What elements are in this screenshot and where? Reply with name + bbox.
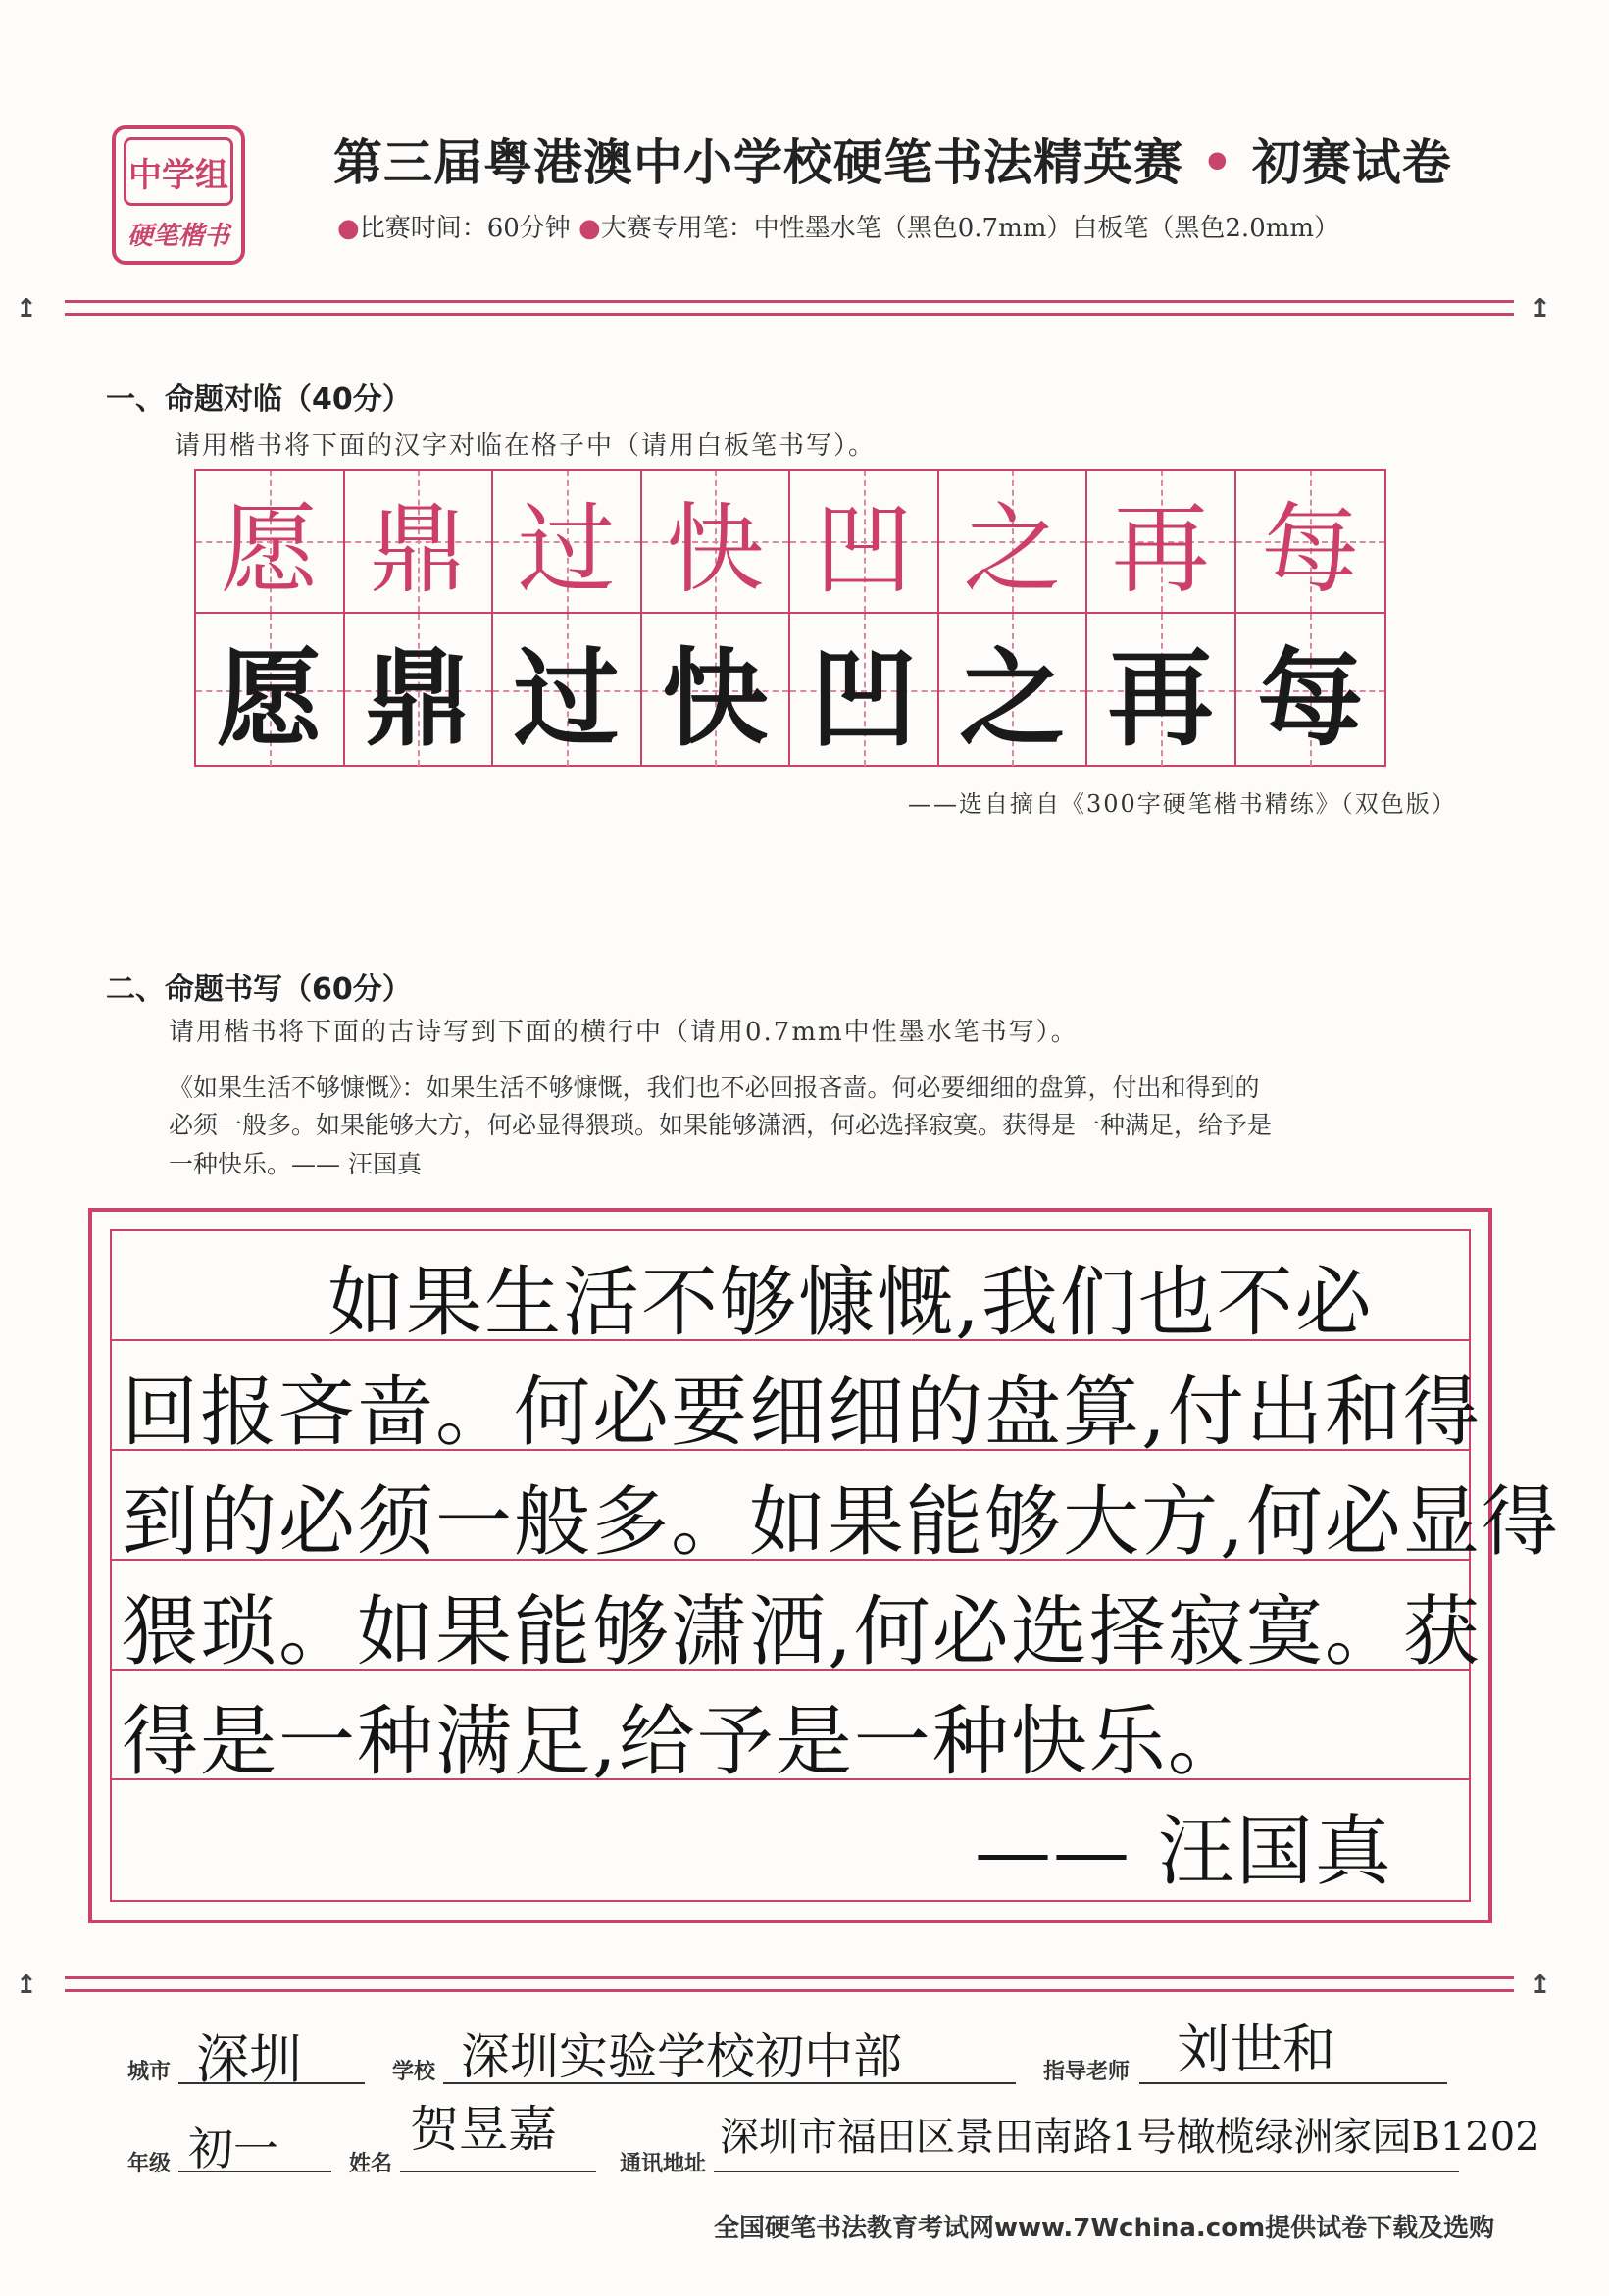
teacher-underline [1139,2082,1447,2084]
model-char-cell [939,471,1088,614]
model-char-cell [642,471,791,614]
bullet-icon: ● [337,214,360,243]
school-label: 学校 [392,2060,436,2084]
spiral-ornament-icon: ↥ [16,1971,37,2000]
school-underline [443,2082,1016,2084]
written-char-cell [196,614,345,766]
model-char-cell [790,471,939,614]
city-underline [178,2082,365,2084]
title-sub: 初赛试卷 [1251,134,1452,191]
name-underline [400,2171,596,2172]
bullet-icon: ● [578,214,601,243]
model-char-cell [1236,471,1385,614]
written-char: 快 [662,637,769,761]
model-char-cell [1087,471,1236,614]
poem-text-line: 一种快乐。—— 汪国真 [169,1150,422,1178]
writing-box-inner [110,1229,1560,1902]
model-char-cell [493,471,642,614]
name-value: 贺昱嘉 [410,2101,557,2158]
page-title [333,124,1452,194]
exam-pens: 大赛专用笔：中性墨水笔（黑色0.7mm）白板笔（黑色2.0mm） [600,214,1340,243]
teacher-value: 刘世和 [1177,2019,1335,2080]
city-label: 城市 [127,2060,172,2084]
teacher-label: 指导老师 [1043,2060,1131,2084]
address-underline [714,2171,1459,2172]
spiral-ornament-icon: ↥ [1530,1971,1551,2000]
section2-instruction: 请用楷书将下面的古诗写到下面的横行中（请用0.7mm中性墨水笔书写）。 [169,1018,1079,1047]
written-char: 愿 [216,637,323,761]
written-char-cell [642,614,791,766]
written-char: 再 [1107,637,1214,761]
handwritten-line: 得是一种满足,给予是一种快乐。 [122,1698,1246,1786]
handwritten-line: 回报吝啬。何必要细细的盘算,付出和得 [122,1369,1482,1457]
handwritten-line: 到的必须一般多。如果能够大方,何必显得 [122,1478,1560,1567]
name-label: 姓名 [349,2152,393,2176]
address-value: 深圳市福田区景田南路1号橄榄绿洲家园B1202 [720,2115,1540,2160]
model-source: ——选自摘自《300字硬笔楷书精练》（双色版） [908,790,1457,818]
model-char: 之 [963,492,1062,607]
footer-note: 全国硬笔书法教育考试网www.7Wchina.com提供试卷下载及选购 [714,2214,1495,2243]
model-char: 鼎 [369,492,468,607]
model-char: 快 [666,492,765,607]
grade-value: 初一 [188,2122,278,2175]
written-char: 过 [513,637,620,761]
model-char-cell [345,471,494,614]
written-char-cell [1087,614,1236,766]
spiral-ornament-icon: ↥ [16,294,37,324]
exam-info [337,208,1339,244]
handwritten-line: 如果生活不够慷慨,我们也不必 [327,1259,1374,1347]
model-char: 凹 [814,492,913,607]
grade-label: 年级 [127,2152,172,2176]
title-separator: • [1201,134,1234,191]
written-char-cell [1236,614,1385,766]
poem-text-line: 必须一般多。如果能够大方，何必显得猥琐。如果能够潇洒，何必选择寂寞。获得是一种满足，给予是 [169,1111,1273,1139]
written-char: 之 [959,637,1066,761]
written-char: 每 [1257,637,1364,761]
model-char: 过 [517,492,616,607]
writing-box [88,1208,1560,1923]
model-char: 愿 [220,492,319,607]
section1-heading: 一、命题对临（40分） [106,382,412,417]
top-divider [65,300,1514,316]
model-char: 再 [1111,492,1210,607]
handwritten-line: 猥琐。如果能够潇洒,何必选择寂寞。获 [122,1588,1482,1676]
handwritten-signature: —— 汪国真 [975,1808,1393,1896]
poem-text-line: 《如果生活不够慷慨》：如果生活不够慷慨，我们也不必回报吝啬。何必要细细的盘算，付出和得到的 [169,1073,1260,1102]
written-char-cell [345,614,494,766]
badge-group-label: 中学组 [124,137,233,206]
title-main: 第三届粤港澳中小学校硬笔书法精英赛 [333,134,1183,191]
exam-time: 比赛时间：60分钟 [359,214,571,243]
copy-grid [194,469,1386,767]
grade-underline [178,2171,331,2172]
section2-heading: 二、命题书写（60分） [106,973,412,1007]
address-label: 通讯地址 [620,2152,707,2176]
model-char: 每 [1261,492,1360,607]
section1-instruction: 请用楷书将下面的汉字对临在格子中（请用白板笔书写）。 [175,431,877,461]
badge-style-label: 硬笔楷书 [126,221,229,251]
bottom-divider [65,1976,1514,1992]
written-char-cell [493,614,642,766]
model-char-cell [196,471,345,614]
spiral-ornament-icon: ↥ [1530,294,1551,324]
written-char-cell [939,614,1088,766]
school-value: 深圳实验学校初中部 [461,2028,902,2085]
city-value: 深圳 [196,2028,302,2090]
written-char: 凹 [810,637,917,761]
written-char-cell [790,614,939,766]
written-char: 鼎 [365,637,472,761]
group-badge [112,125,245,265]
